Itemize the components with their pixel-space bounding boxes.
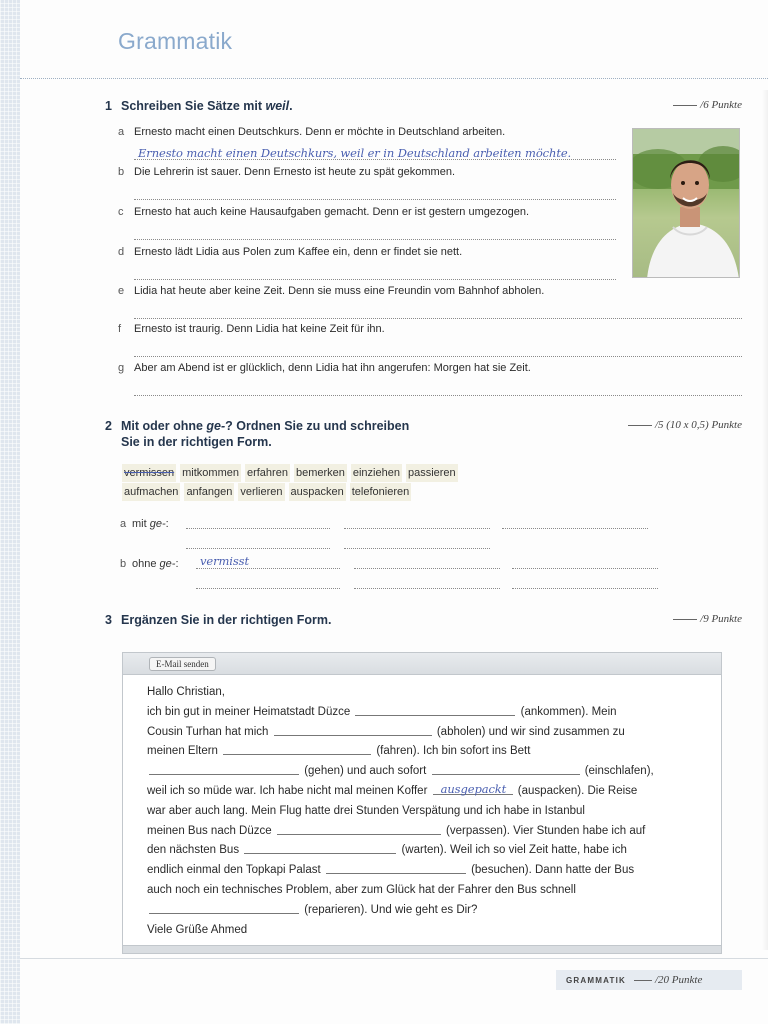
email-line [147,861,701,881]
label-mit-ge: a mit ge-: [120,518,169,530]
fill-in-blank[interactable] [432,763,580,775]
portrait-image [633,129,740,278]
email-line [147,723,701,743]
item-letter: a [118,126,125,138]
email-toolbar [123,653,721,675]
exercise-1-heading [102,99,293,113]
exercise-title: Mit oder ohne ge-? Ordnen Sie zu und schreiben Sie in der richtigen Form. [121,419,410,449]
item-sentence: Ernesto macht einen Deutschkurs. Denn er möchte in Deutschland arbeiten. [134,126,506,138]
email-text: endlich einmal den Topkapi Palast [147,864,324,877]
footer-divider [20,958,768,959]
email-text: auch noch ein technisches Problem, aber zum Glück hat der Fahrer den Bus schnell [147,883,576,896]
exercise-3-points: /9 Punkte [673,613,742,625]
email-text: Viele Grüße Ahmed [147,923,248,936]
fill-in-blank[interactable] [149,902,299,914]
exercise-1-item [118,362,531,374]
email-text: (reparieren). Und wie geht es Dir? [301,903,478,916]
email-text: (verpassen). Vier Stunden habe ich auf [442,824,646,837]
exercise-1-item [118,126,505,138]
answer-blank[interactable] [512,588,658,589]
handwritten-answer: vermisst [200,554,250,568]
fill-in-blank[interactable] [149,763,299,775]
answer-blank[interactable] [354,568,500,569]
label-ohne-ge: b ohne ge-: [120,558,179,570]
page-edge-pattern [0,0,20,1024]
answer-line[interactable] [134,395,742,396]
exercise-number: 2 [105,419,112,433]
word-bank-item: vermissen [122,464,176,482]
word-bank-item: anfangen [184,483,234,501]
answer-blank[interactable] [344,528,490,529]
item-letter: d [118,246,125,258]
exercise-title: Ergänzen Sie in der richtigen Form. [121,613,332,627]
exercise-1-item [118,323,385,335]
exercise-3-heading [102,613,331,627]
fill-in-blank[interactable] [355,704,515,716]
page-title: Grammatik [118,28,233,54]
fill-in-blank[interactable] [326,862,466,874]
item-letter: g [118,362,125,374]
exercise-number: 3 [105,613,112,627]
email-line [147,822,701,842]
answer-line[interactable] [134,199,616,200]
email-body [147,683,701,940]
email-text: ich bin gut in meiner Heimatstadt Düzce [147,705,354,718]
item-letter: c [118,206,124,218]
email-line [147,683,701,703]
email-line [147,802,701,822]
answer-line[interactable] [134,239,616,240]
email-line [147,881,701,901]
footer-points: /20 Punkte [634,974,702,986]
email-text: Hallo Christian, [147,686,225,698]
item-sentence: Die Lehrerin ist sauer. Denn Ernesto ist heute zu spät gekommen. [134,166,456,178]
word-bank-item: passieren [406,464,458,482]
footer-total-score [556,970,742,990]
exercise-2-points: /5 (10 x 0,5) Punkte [628,419,742,431]
exercise-1-item [118,166,455,178]
answer-blank[interactable] [196,568,340,569]
email-text: meinen Eltern [147,745,222,758]
email-text: war aber auch lang. Mein Flug hatte drei Stunden Verspätung und ich habe in Istanbul [147,804,585,817]
email-text: (ankommen). Mein [517,705,617,718]
answer-line[interactable] [134,279,616,280]
answer-blank[interactable] [186,548,330,549]
send-email-button[interactable]: E-Mail senden [149,657,216,671]
email-line [147,703,701,723]
email-line [147,762,701,782]
answer-blank[interactable] [186,528,330,529]
email-text: den nächsten Bus [147,844,243,857]
answer-line[interactable] [134,356,742,357]
email-text: (einschlafen), [581,765,654,778]
word-bank-item: auspacken [289,483,346,501]
item-letter: f [118,323,122,335]
email-text: (gehen) und auch sofort [301,765,430,778]
exercise-title: Schreiben Sie Sätze mit weil. [121,99,293,113]
item-sentence: Ernesto hat auch keine Hausaufgaben gemacht. Denn er ist gestern umgezogen. [134,206,530,218]
email-line [147,742,701,762]
fill-in-blank[interactable] [274,724,432,736]
email-bottom-bar [123,945,721,953]
word-bank-item: aufmachen [122,483,180,501]
email-window [122,652,722,954]
fill-in-blank[interactable] [223,743,371,755]
handwritten-answer: ausgepackt [440,781,507,796]
answer-blank[interactable] [196,588,340,589]
email-line [147,901,701,921]
photo-ernesto [632,128,740,278]
item-sentence: Aber am Abend ist er glücklich, denn Lidia hat ihn angerufen: Morgen hat sie Zeit. [134,362,531,374]
email-line [147,782,701,802]
footer-label: GRAMMATIK [566,975,626,985]
email-line [147,921,701,941]
exercise-1-item [118,246,462,258]
word-bank-item: mitkommen [180,464,241,482]
email-line [147,841,701,861]
page-shadow [762,90,768,950]
email-text: meinen Bus nach Düzce [147,824,275,837]
fill-in-blank[interactable] [433,783,513,795]
item-sentence: Lidia hat heute aber keine Zeit. Denn sie muss eine Freundin vom Bahnhof abholen. [134,285,545,297]
answer-blank[interactable] [502,528,648,529]
email-text: (auspacken). Die Reise [514,784,638,797]
exercise-1-item [118,206,529,218]
email-text: (besuchen). Dann hatte der Bus [467,864,635,877]
answer-blank[interactable] [344,548,490,549]
answer-blank[interactable] [354,588,500,589]
exercise-number: 1 [105,99,112,113]
handwritten-answer: Ernesto macht einen Deutschkurs, weil er in Deutschland arbeiten möchte. [138,146,572,160]
word-bank [122,464,524,502]
item-letter: b [118,166,125,178]
header-divider [20,78,768,79]
word-bank-item: telefonieren [350,483,412,501]
answer-line[interactable] [134,318,742,319]
answer-blank[interactable] [512,568,658,569]
email-text: (abholen) und wir sind zusammen zu [433,725,625,738]
item-letter: e [118,285,125,297]
word-bank-item: bemerken [294,464,347,482]
item-sentence: Ernesto lädt Lidia aus Polen zum Kaffee ein, denn er findet sie nett. [134,246,463,258]
item-sentence: Ernesto ist traurig. Denn Lidia hat keine Zeit für ihn. [134,323,385,335]
word-bank-item: einziehen [351,464,402,482]
email-text: (warten). Weil ich so viel Zeit hatte, habe ich [398,844,627,857]
email-text: weil ich so müde war. Ich habe nicht mal meinen Koffer [147,784,431,797]
fill-in-blank[interactable] [244,842,396,854]
exercise-2-heading [102,419,409,449]
exercise-1-points: /6 Punkte [673,99,742,111]
email-text: Cousin Turhan hat mich [147,725,272,738]
word-bank-item: erfahren [245,464,290,482]
exercise-1-item [118,285,544,297]
word-bank-item: verlieren [238,483,284,501]
fill-in-blank[interactable] [277,823,441,835]
email-text: (fahren). Ich bin sofort ins Bett [373,745,531,758]
